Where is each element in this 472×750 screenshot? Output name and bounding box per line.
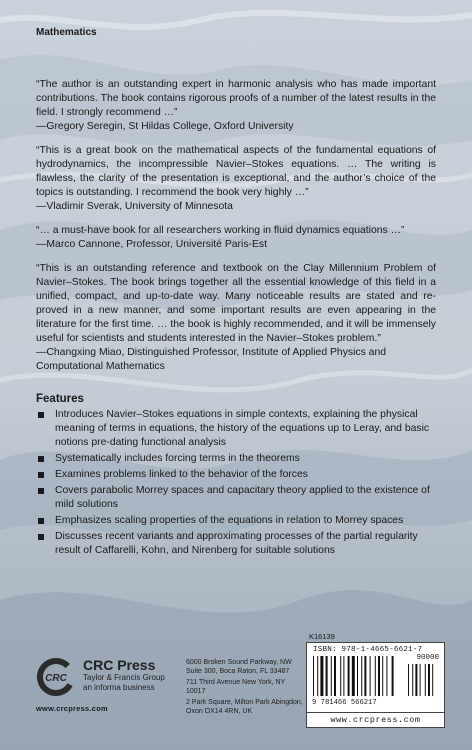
endorsements — [36, 78, 436, 384]
quote-attribution: —Vladimir Sverak, University of Minnesota — [36, 201, 233, 212]
quote-text: “This is a great book on the mathematical aspects of the fundamental equations of hydrodynamics, the incompressible Navier–Stokes equations. … The writing is flawless, the clarity of the presentation is exceptional, and the author’s choice of the topics is outstanding. I recommend the book very highly …” — [36, 145, 436, 198]
feature-item: Introduces Navier–Stokes equations in simple contexts, explaining the physical meaning of terms in equations, the history of the equations up to Leray, and basic notions pre-dating functional analysis — [36, 408, 436, 450]
publisher-tagline: an informa business — [83, 683, 155, 692]
features-heading: Features — [36, 393, 84, 405]
catalog-code: K16139 — [309, 632, 335, 641]
barcode-panel — [306, 642, 445, 713]
feature-item: Systematically includes forcing terms in the theorems — [36, 452, 436, 466]
features-section — [36, 392, 436, 560]
logo-lettering: CRC — [45, 673, 67, 684]
quote-attribution: —Marco Cannone, Professor, Université Paris-Est — [36, 239, 267, 250]
publisher-group: Taylor & Francis Group — [83, 673, 165, 682]
feature-item: Covers parabolic Morrey spaces and capacitary theory applied to the existence of mild solutions — [36, 484, 436, 512]
isbn-label: ISBN: 978-1-4665-6621-7 — [313, 646, 423, 654]
feature-item: Discusses recent variants and approximating processes of the partial regularity result of Caffarelli, Kohn, and Nirenberg for suitable solutions — [36, 530, 436, 558]
endorsement — [36, 144, 436, 214]
endorsement — [36, 224, 436, 252]
quote-text: “… a must-have book for all researchers working in fluid dynamics equations …” — [36, 225, 405, 236]
crc-logo-icon — [36, 657, 76, 697]
address: 711 Third Avenue New York, NY 10017 — [186, 679, 286, 695]
publisher-addresses — [186, 659, 306, 720]
endorsement — [36, 78, 436, 134]
address: 2 Park Square, Milton Park Abingdon, Oxon OX14 4RN, UK — [186, 699, 303, 715]
quote-attribution: —Gregory Seregin, St Hildas College, Oxford University — [36, 121, 294, 132]
barcode-digits: 9 781466 566217 — [312, 699, 377, 707]
address: 6000 Broken Sound Parkway, NW Suite 300, Boca Raton, FL 33487 — [186, 659, 292, 675]
subject-label: Mathematics — [36, 27, 97, 38]
feature-item: Emphasizes scaling properties of the equations in relation to Morrey spaces — [36, 514, 436, 528]
feature-item: Examines problems linked to the behavior of the forces — [36, 468, 436, 482]
quote-text: “The author is an outstanding expert in harmonic analysis who has made important contributions. The book contains rigorous proofs of a number of the latest results in the field. I strongly recommend …” — [36, 79, 436, 118]
barcode-icon — [313, 656, 438, 696]
barcode-website: www.crcpress.com — [306, 712, 445, 728]
price-code: 90000 — [416, 654, 439, 662]
features-list — [36, 408, 436, 558]
quote-text: “This is an outstanding reference and textbook on the Clay Millennium Problem of Navier–Stokes. The book brings together all the essential knowledge of this field in a unified, compact, and up-to-date way. Many noticeable results are stated and re-proved in a new manner, and some important results are even appearing in the literature for the first time. … the book is highly recommended, and it will be immensely useful for scientists and students interested in the Navier–Stokes problem.” — [36, 263, 436, 344]
publisher-name: CRC Press — [83, 657, 156, 673]
publisher-website: www.crcpress.com — [36, 704, 108, 713]
endorsement — [36, 262, 436, 374]
quote-attribution: —Changxing Miao, Distinguished Professor, Institute of Applied Physics and Computational Mathematics — [36, 347, 387, 372]
